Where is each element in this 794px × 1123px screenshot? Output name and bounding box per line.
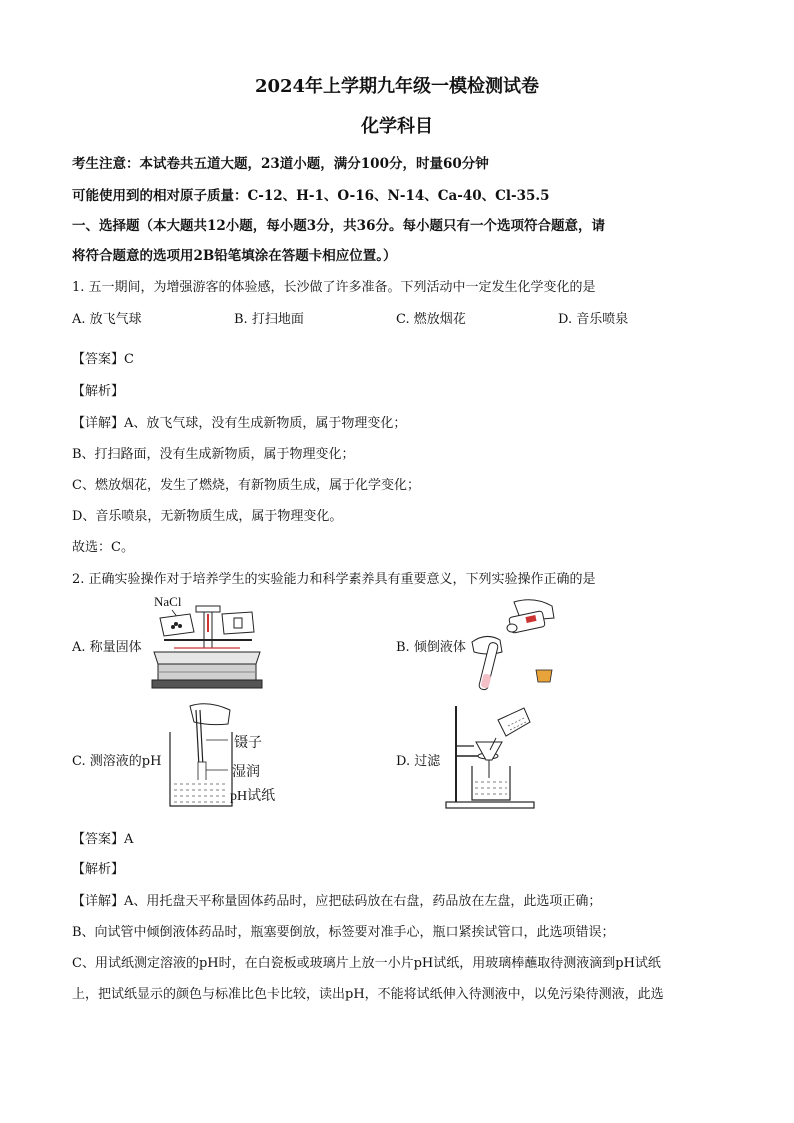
q1-option-b: B. 打扫地面 — [234, 312, 304, 327]
atomic-mass-line: 可能使用到的相对原子质量：C-12、H-1、O-16、N-14、Ca-40、Cl-35.5 — [72, 188, 550, 204]
q2-stem: 2. 正确实验操作对于培养学生的实验能力和科学素养具有重要意义，下列实验操作正确的是 — [72, 572, 596, 587]
q2-detail: 【详解】A、用托盘天平称量固体药品时，应把砝码放在右盘，药品放在左盘，此选项正确； — [72, 894, 602, 909]
q1-detail: B、打扫路面，没有生成新物质，属于物理变化； — [72, 447, 355, 462]
q2-detail: B、向试管中倾倒液体药品时，瓶塞要倒放，标签要对准手心，瓶口紧挨试管口，此选项错误； — [72, 925, 615, 940]
q2-option-c: C. 测溶液的pH — [72, 754, 162, 769]
section-heading-cont: 将符合题意的选项用2B铅笔填涂在答题卡相应位置。） — [72, 248, 397, 264]
filtration-figure — [444, 702, 536, 810]
pouring-figure — [470, 596, 560, 696]
q1-answer: 【答案】C — [72, 352, 134, 367]
q2-detail: C、用试纸测定溶液的pH时，在白瓷板或玻璃片上放一小片pH试纸，用玻璃棒蘸取待测液滴到pH试纸 — [72, 956, 661, 971]
nacl-label: NaCl — [154, 594, 182, 609]
q1-detail: C、燃放烟花，发生了燃烧，有新物质生成，属于化学变化； — [72, 478, 420, 493]
ph-paper-label: pH试纸 — [230, 789, 276, 804]
tweezers-label: 镊子 — [234, 736, 262, 751]
q1-option-d: D. 音乐喷泉 — [558, 312, 629, 327]
q1-detail: 【详解】A、放飞气球，没有生成新物质，属于物理变化； — [72, 416, 407, 431]
balance-figure — [150, 592, 265, 694]
q2-option-a: A. 称量固体 — [72, 640, 142, 655]
q2-answer: 【答案】A — [72, 832, 134, 847]
q2-analysis-label: 【解析】 — [72, 862, 125, 877]
exam-title: 2024年上学期九年级一模检测试卷 — [254, 76, 540, 97]
q1-option-c: C. 燃放烟花 — [396, 312, 466, 327]
subject-title: 化学科目 — [361, 116, 433, 137]
q2-option-d: D. 过滤 — [396, 754, 441, 769]
q1-conclusion: 故选：C。 — [72, 540, 134, 555]
q2-option-b: B. 倾倒液体 — [396, 640, 466, 655]
wet-label: 湿润 — [232, 765, 260, 780]
q1-option-a: A. 放飞气球 — [72, 312, 142, 327]
section-heading: 一、选择题（本大题共12小题，每小题3分，共36分。每小题只有一个选项符合题意，请 — [72, 218, 605, 234]
notice-line: 考生注意：本试卷共五道大题，23道小题，满分100分，时量60分钟 — [72, 156, 489, 172]
q2-detail: 上，把试纸显示的颜色与标准比色卡比较，读出pH，不能将试纸伸入待测液中，以免污染待测液，此选 — [72, 987, 664, 1002]
ph-test-figure — [166, 700, 296, 812]
q1-stem: 1. 五一期间，为增强游客的体验感，长沙做了许多准备。下列活动中一定发生化学变化的是 — [72, 280, 596, 295]
q1-analysis-label: 【解析】 — [72, 384, 125, 399]
q1-detail: D、音乐喷泉，无新物质生成，属于物理变化。 — [72, 509, 343, 524]
